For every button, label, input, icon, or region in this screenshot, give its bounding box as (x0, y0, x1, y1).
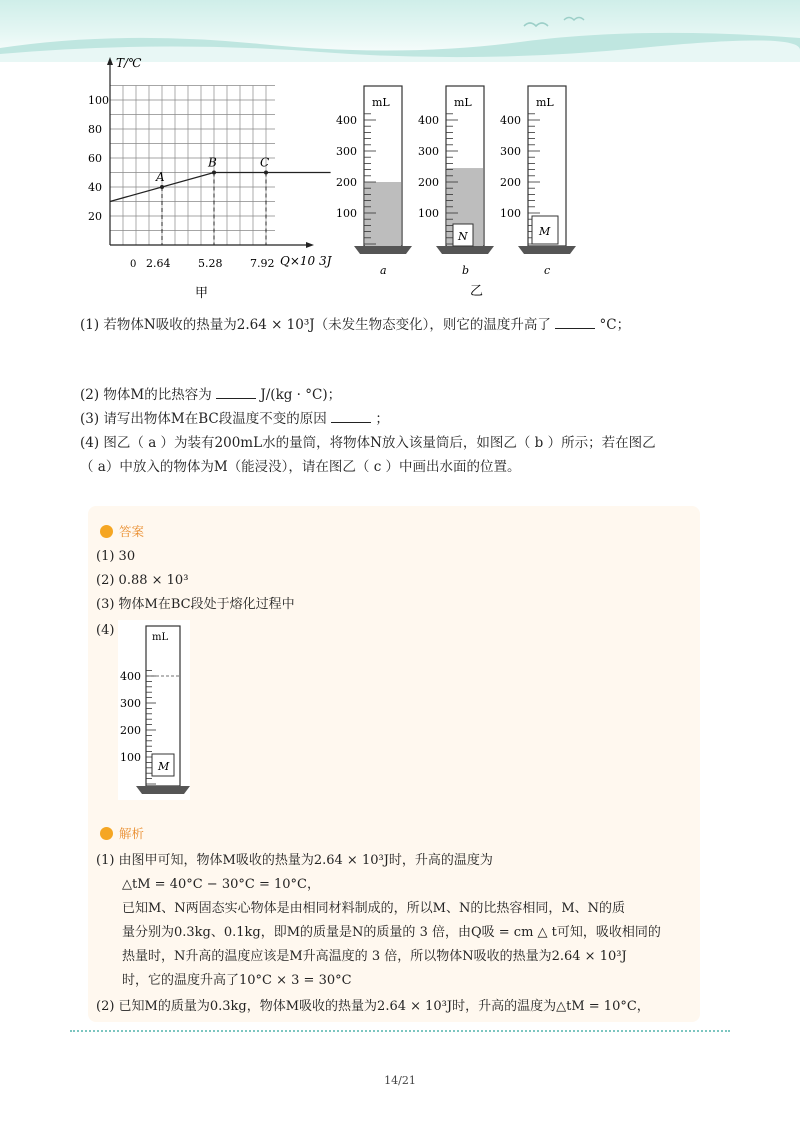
answer-tag: 答案 (100, 522, 144, 540)
y-tick-label: 80 (88, 123, 102, 136)
point-label: C (260, 155, 270, 170)
block-m-label: M (158, 760, 170, 773)
scale-label: 100 (120, 751, 141, 764)
analysis-line: 已知M、N两固态实心物体是由相同材料制成的，所以M、N的比热容相同，M、N的质 (122, 901, 626, 916)
scale-label: 300 (418, 145, 439, 158)
cylinder-c (500, 86, 576, 277)
cylinder-label: a (380, 264, 387, 277)
analysis-line: 时，它的温度升高了10°C × 3 = 30°C (122, 973, 352, 988)
unit-label: mL (372, 96, 390, 109)
answer-blank[interactable] (555, 316, 595, 329)
block-n-label: N (458, 230, 468, 243)
answer-blank[interactable] (216, 386, 256, 399)
scale-label: 300 (120, 697, 141, 710)
y-tick-label: 60 (88, 152, 102, 165)
cylinder-label: c (544, 264, 551, 277)
scale-label: 200 (418, 176, 439, 189)
data-point (264, 171, 268, 175)
scale-label: 100 (418, 207, 439, 220)
question-4-line-1: (4) 图乙（ a ）为装有200mL水的量筒，将物体N放入该量筒后，如图乙（ b ）所示；若在图乙 (80, 435, 656, 451)
cylinder-a (336, 86, 412, 277)
scale-label: 100 (336, 207, 357, 220)
analysis-line: 热量时，N升高的温度应该是M升高温度的 3 倍，所以物体N吸收的热量为2.64 × 10³J (122, 949, 627, 964)
scale-label: 400 (500, 114, 521, 127)
y-tick-label: 20 (88, 210, 102, 223)
block-m-label: M (539, 225, 551, 238)
unit-label: mL (454, 96, 472, 109)
header-banner (0, 0, 800, 62)
answer-4: (4) (96, 623, 115, 638)
check-icon (100, 525, 113, 538)
x-origin: 0 (130, 259, 137, 270)
scale-label: 200 (500, 176, 521, 189)
answer-blank[interactable] (331, 410, 371, 423)
answer-3: (3) 物体M在BC段处于熔化过程中 (96, 597, 295, 612)
lightbulb-icon (100, 827, 113, 840)
answer-cylinder (118, 620, 190, 800)
point-label: A (156, 170, 165, 184)
scale-label: 400 (418, 114, 439, 127)
point-label: B (208, 155, 217, 170)
graph-caption: 甲 (195, 286, 209, 301)
analysis-line: (2) 已知M的质量为0.3kg，物体M吸收的热量为2.64 × 10³J时，升高的温度为△tM = 10°C， (96, 999, 650, 1014)
y-axis-label: T/℃ (116, 56, 142, 70)
answer-2: (2) 0.88 × 10³ (96, 573, 189, 588)
question-3: (3) 请写出物体M在BC段温度不变的原因 ； (80, 411, 389, 427)
scale-label: 300 (336, 145, 357, 158)
water-fill (365, 182, 401, 246)
temperature-graph (80, 55, 340, 300)
y-tick-label: 100 (88, 94, 109, 107)
page-number: 14/21 (384, 1074, 416, 1087)
analysis-line: △tM = 40°C − 30°C = 10°C， (122, 877, 320, 892)
scale-label: 300 (500, 145, 521, 158)
answer-1: (1) 30 (96, 549, 136, 564)
cylinder-b (418, 86, 494, 277)
x-axis-label: Q×10 3J (280, 254, 332, 268)
scale-label: 400 (120, 670, 141, 683)
analysis-line: 量分别为0.3kg、0.1kg，即M的质量是N的质量的 3 倍，由Q吸 = cm △ t可知，吸收相同的 (122, 925, 661, 940)
cylinders-figure (336, 80, 590, 300)
cylinders-caption: 乙 (470, 284, 484, 299)
unit-label: mL (152, 632, 169, 643)
x-tick-label: 5.28 (198, 257, 223, 270)
data-point (212, 171, 216, 175)
scale-label: 200 (120, 724, 141, 737)
cylinder-label: b (462, 264, 470, 277)
unit-label: mL (536, 96, 554, 109)
x-tick-label: 7.92 (250, 257, 275, 270)
scale-label: 200 (336, 176, 357, 189)
bird-icon (520, 12, 610, 36)
data-point (160, 185, 164, 189)
analysis-tag: 解析 (100, 824, 144, 842)
question-1: (1) 若物体N吸收的热量为2.64 × 10³J（未发生物态变化），则它的温度升高了 °C； (80, 317, 631, 333)
question-2: (2) 物体M的比热容为 J/(kg · °C)； (80, 387, 342, 403)
divider (70, 1030, 730, 1032)
x-tick-label: 2.64 (146, 257, 171, 270)
scale-label: 400 (336, 114, 357, 127)
scale-label: 100 (500, 207, 521, 220)
question-4-line-2: （ a）中放入的物体为M（能浸没），请在图乙（ c ）中画出水面的位置。 (80, 459, 521, 475)
y-tick-label: 40 (88, 181, 102, 194)
analysis-line: (1) 由图甲可知，物体M吸收的热量为2.64 × 10³J时，升高的温度为 (96, 853, 493, 868)
